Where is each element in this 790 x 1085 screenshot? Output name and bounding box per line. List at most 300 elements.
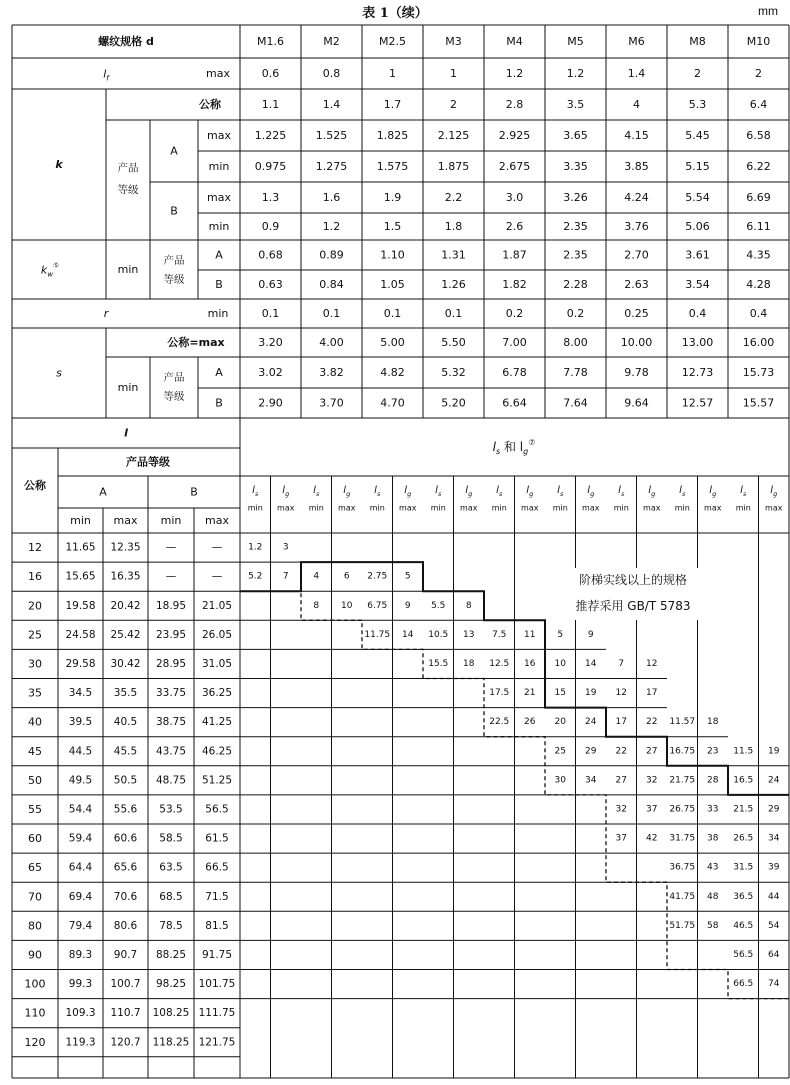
ls-value: 5 <box>557 629 564 640</box>
k-a-max-value: 6.58 <box>746 129 771 142</box>
ls-value: 10.5 <box>428 629 449 640</box>
r-min-value: 0.4 <box>749 307 768 320</box>
size-header: M6 <box>628 35 645 48</box>
length-a-max: 120.7 <box>110 1036 141 1049</box>
r-min-value: 0.2 <box>566 307 585 320</box>
length-b-max: 121.75 <box>198 1036 236 1049</box>
ls-value: 7 <box>618 658 625 669</box>
recommendation-note-line1: 阶梯实线以上的规格 <box>578 573 688 587</box>
s-b-min-value: 7.64 <box>563 396 588 410</box>
grade-a-label: A <box>215 366 223 379</box>
length-b-min: 43.75 <box>155 745 187 758</box>
lg-max-label: max <box>460 503 478 513</box>
length-nominal: 55 <box>28 802 42 816</box>
ls-value: 7.5 <box>492 629 507 640</box>
k-nominal-value: 2.8 <box>505 98 524 111</box>
lg-value: 6 <box>343 571 350 582</box>
k-nominal-value: 6.4 <box>749 98 768 111</box>
lg-max-label: max <box>277 503 295 513</box>
length-nominal: 90 <box>28 948 42 962</box>
lg-header: $l_g$ <box>404 484 412 498</box>
s-nominal-value: 3.20 <box>258 336 283 349</box>
length-b-min: 78.5 <box>159 919 183 932</box>
s-b-min-value: 15.57 <box>742 396 775 410</box>
lg-value: 5 <box>404 571 411 582</box>
length-a-min: 29.58 <box>65 657 96 670</box>
limit-label: min <box>160 514 182 527</box>
lg-value: 10 <box>341 600 353 611</box>
ls-value: 8 <box>313 600 320 611</box>
s-a-min-value: 3.02 <box>258 366 283 379</box>
product-label: 产品 <box>163 254 185 267</box>
length-a-min: 19.58 <box>65 599 96 612</box>
product-label: 产品 <box>117 162 139 174</box>
ls-value: 26.75 <box>669 804 696 815</box>
s-b-min-value: 5.20 <box>441 396 466 410</box>
k-nominal-value: 4 <box>633 98 640 111</box>
kw-b-value: 0.63 <box>258 278 283 291</box>
table-title: 表 1（续） <box>362 6 428 21</box>
s-nominal-value: 5.50 <box>441 336 466 349</box>
r-min-value: 0.1 <box>383 307 402 320</box>
s-a-min-value: 5.32 <box>441 366 466 379</box>
r-min-value: 0.1 <box>444 307 463 320</box>
s-b-min-value: 4.70 <box>380 396 405 410</box>
s-b-min-value: 2.90 <box>258 396 283 410</box>
ls-value: 22.5 <box>489 717 510 728</box>
ls-header: $l_s$ <box>557 484 564 498</box>
lg-value: 19 <box>768 746 780 757</box>
kw-a-value: 2.35 <box>563 248 588 262</box>
min-label: min <box>117 263 139 276</box>
l-label: l <box>124 426 128 440</box>
length-nominal: 45 <box>28 744 42 758</box>
ls-value: 11.75 <box>364 629 391 640</box>
kw-a-value: 1.87 <box>502 248 527 262</box>
k-b-min-value: 6.11 <box>746 220 771 233</box>
length-b-min: 28.95 <box>155 657 187 670</box>
lg-value: 29 <box>585 746 597 757</box>
lg-value: 17 <box>646 688 658 699</box>
ls-value: 56.5 <box>733 949 754 960</box>
length-nominal: 100 <box>24 977 46 991</box>
length-nominal: 50 <box>28 773 42 787</box>
grade-b-label: B <box>190 485 198 499</box>
k-b-min-value: 3.76 <box>624 220 649 233</box>
k-nominal-value: 2 <box>450 98 457 111</box>
s-a-min-value: 12.73 <box>681 366 714 379</box>
length-a-max: 50.5 <box>113 774 138 787</box>
kw-a-value: 3.61 <box>685 248 710 262</box>
lg-value: 18 <box>463 658 475 669</box>
size-header: M2 <box>323 35 340 48</box>
nominal-max-label: 公称=max <box>167 336 225 349</box>
k-b-min-value: 0.9 <box>261 220 280 233</box>
lg-value: 42 <box>646 833 658 844</box>
length-nominal: 40 <box>28 715 42 729</box>
ls-value: 6.75 <box>367 600 388 611</box>
length-b-max: 51.25 <box>201 774 233 787</box>
ls-value: 16.75 <box>669 746 696 757</box>
r-min-value: 0.2 <box>505 307 524 320</box>
ls-value: 36.5 <box>733 891 754 902</box>
ls-value: 21.75 <box>669 775 696 786</box>
length-nominal: 16 <box>28 570 42 584</box>
kw-a-value: 4.35 <box>746 248 771 262</box>
ls-value: 5.5 <box>431 600 446 611</box>
lg-value: 21 <box>524 688 536 699</box>
ls-min-label: min <box>369 503 385 513</box>
lg-value: 14 <box>585 658 597 669</box>
length-b-max: 21.05 <box>201 599 233 612</box>
lf-label: $l_f$ <box>103 67 109 83</box>
length-b-max: 31.05 <box>201 657 233 670</box>
ls-value: 46.5 <box>733 920 754 931</box>
length-b-max: 81.5 <box>205 919 229 932</box>
ls-value: 11.57 <box>669 717 696 728</box>
ls-value: 11.5 <box>733 746 754 757</box>
length-a-max: 16.35 <box>110 570 141 583</box>
length-b-max: 71.5 <box>205 890 229 903</box>
length-nominal: 65 <box>28 861 42 875</box>
lf-max-value: 1 <box>450 67 457 80</box>
s-a-min-value: 7.78 <box>563 366 588 379</box>
ls-header: $l_s$ <box>618 484 625 498</box>
length-a-min: 79.4 <box>68 919 93 932</box>
k-nominal-value: 1.1 <box>261 98 280 111</box>
size-header: M3 <box>445 35 462 48</box>
k-nominal-value: 1.7 <box>383 98 402 111</box>
ls-value: 16.5 <box>733 775 754 786</box>
ls-min-label: min <box>613 503 629 513</box>
limit-label: max <box>205 514 229 527</box>
s-b-min-value: 3.70 <box>319 396 344 410</box>
limit-label: max <box>207 129 231 142</box>
length-a-max: 30.42 <box>110 657 141 670</box>
k-b-max-value: 3.0 <box>505 191 524 204</box>
lg-value: 74 <box>768 979 780 990</box>
kw-b-value: 2.28 <box>563 278 588 291</box>
length-nominal: 35 <box>28 686 42 700</box>
product-grade-label: 产品等级 <box>126 455 170 469</box>
grade-b-label: B <box>170 204 178 218</box>
k-label: k <box>55 158 63 171</box>
s-nominal-value: 10.00 <box>620 336 653 349</box>
length-a-max: 65.6 <box>113 861 138 874</box>
length-b-min: 58.5 <box>159 832 183 845</box>
length-a-min: 99.3 <box>68 978 93 991</box>
thread-spec-header: 螺纹规格 d <box>98 35 154 48</box>
lf-max-value: 1.4 <box>627 67 646 80</box>
lg-value: 9 <box>587 629 594 640</box>
lg-header: $l_g$ <box>648 484 656 498</box>
k-b-max-value: 1.9 <box>383 191 402 204</box>
length-a-min: 15.65 <box>65 570 96 583</box>
k-a-min-value: 5.15 <box>685 160 710 173</box>
lg-value: 16 <box>524 658 536 669</box>
lg-max-label: max <box>765 503 783 513</box>
lg-value: 48 <box>707 891 719 902</box>
limit-label: min <box>208 160 230 173</box>
ls-value: 12.5 <box>489 658 510 669</box>
grade-label: 等级 <box>163 273 185 286</box>
length-b-min: 108.25 <box>152 1007 190 1020</box>
k-a-min-value: 1.575 <box>376 160 409 173</box>
lg-value: 9 <box>404 600 411 611</box>
lg-value: 29 <box>768 804 780 815</box>
k-a-min-value: 2.675 <box>498 160 531 173</box>
k-b-min-value: 2.35 <box>563 220 588 233</box>
length-nominal: 110 <box>24 1006 46 1020</box>
length-b-min: 38.75 <box>155 716 187 729</box>
ls-value: 15.5 <box>428 658 449 669</box>
ls-value: 15 <box>554 688 566 699</box>
length-b-max: 91.75 <box>201 948 233 961</box>
size-header: M1.6 <box>257 35 284 48</box>
s-nominal-value: 16.00 <box>742 336 775 349</box>
kw-b-value: 1.05 <box>380 278 405 291</box>
lg-value: 24 <box>768 775 780 786</box>
length-b-max: 46.25 <box>201 745 233 758</box>
s-nominal-value: 13.00 <box>681 336 714 349</box>
length-a-max: 100.7 <box>110 978 141 991</box>
length-a-max: 70.6 <box>113 890 138 903</box>
length-a-max: 25.42 <box>110 628 141 641</box>
s-a-min-value: 9.78 <box>624 366 649 379</box>
ls-min-label: min <box>552 503 568 513</box>
lg-value: 22 <box>646 717 658 728</box>
k-b-min-value: 1.2 <box>322 220 341 233</box>
length-a-min: 54.4 <box>68 803 93 816</box>
lg-value: 44 <box>768 891 780 902</box>
kw-a-value: 1.10 <box>380 248 405 262</box>
kw-label: $k_w^⑤$ <box>40 261 60 279</box>
s-label: s <box>56 366 62 380</box>
length-b-min: 88.25 <box>155 948 187 961</box>
s-nominal-value: 5.00 <box>380 336 405 349</box>
length-b-max: 36.25 <box>201 687 233 700</box>
length-b-min: 68.5 <box>159 890 183 903</box>
ls-value: 31.75 <box>669 833 696 844</box>
k-b-max-value: 4.24 <box>624 191 649 204</box>
kw-b-value: 2.63 <box>624 278 649 291</box>
length-a-min: 109.3 <box>65 1007 96 1020</box>
ls-value: 27 <box>615 775 627 786</box>
length-a-min: 34.5 <box>68 687 93 700</box>
length-b-min: — <box>165 570 177 583</box>
lg-header: $l_g$ <box>709 484 717 498</box>
lf-max-value: 1 <box>389 67 396 80</box>
length-a-min: 49.5 <box>68 774 93 787</box>
length-b-min: 23.95 <box>155 628 187 641</box>
s-nominal-value: 7.00 <box>502 336 527 349</box>
grade-label: 等级 <box>163 390 185 403</box>
ls-min-label: min <box>308 503 324 513</box>
ls-header: $l_s$ <box>374 484 381 498</box>
kw-b-value: 0.84 <box>319 278 344 291</box>
length-a-max: 60.6 <box>113 832 138 845</box>
k-a-min-value: 6.22 <box>746 160 771 173</box>
lg-max-label: max <box>521 503 539 513</box>
lg-value: 58 <box>707 920 719 931</box>
size-header: M10 <box>746 35 771 48</box>
lf-max-value: 0.6 <box>261 67 280 80</box>
ls-value: 2.75 <box>367 571 388 582</box>
s-nominal-value: 4.00 <box>319 336 344 349</box>
lg-value: 12 <box>646 658 658 669</box>
k-a-max-value: 2.925 <box>498 129 531 142</box>
ls-header: $l_s$ <box>252 484 259 498</box>
kw-a-value: 2.70 <box>624 248 649 262</box>
length-b-min: 98.25 <box>155 978 187 991</box>
length-a-max: 55.6 <box>113 803 138 816</box>
lg-header: $l_g$ <box>282 484 290 498</box>
ls-value: 22 <box>615 746 627 757</box>
lg-value: 13 <box>463 629 475 640</box>
length-a-max: 90.7 <box>113 948 138 961</box>
length-b-min: 18.95 <box>155 599 187 612</box>
lg-value: 26 <box>524 717 536 728</box>
length-b-min: 53.5 <box>159 803 183 816</box>
lg-header: $l_g$ <box>343 484 351 498</box>
length-a-max: 45.5 <box>113 745 138 758</box>
r-min-value: 0.1 <box>261 307 280 320</box>
max-label: max <box>206 67 230 80</box>
k-b-max-value: 6.69 <box>746 191 771 204</box>
lg-value: 64 <box>768 949 780 960</box>
ls-min-label: min <box>735 503 751 513</box>
length-a-min: 39.5 <box>68 716 93 729</box>
length-b-min: 63.5 <box>159 861 183 874</box>
k-nominal-value: 1.4 <box>322 98 341 111</box>
ls-header: $l_s$ <box>313 484 320 498</box>
r-min-value: 0.1 <box>322 307 341 320</box>
k-b-max-value: 2.2 <box>444 191 463 204</box>
length-nominal: 12 <box>28 541 42 555</box>
size-header: M8 <box>689 35 706 48</box>
k-a-min-value: 3.35 <box>563 160 588 173</box>
lg-value: 33 <box>707 804 719 815</box>
length-nominal: 80 <box>28 919 42 933</box>
nominal-label: 公称 <box>24 479 46 492</box>
k-b-min-value: 1.8 <box>444 220 463 233</box>
k-a-max-value: 4.15 <box>624 129 649 142</box>
min-label: min <box>207 307 229 320</box>
kw-b-value: 1.26 <box>441 278 466 291</box>
ls-value: 66.5 <box>733 979 754 990</box>
grade-label: 等级 <box>117 184 139 196</box>
ls-value: 5.2 <box>248 571 263 582</box>
lg-value: 39 <box>768 862 780 873</box>
grade-b-label: B <box>215 396 223 410</box>
k-nominal-value: 5.3 <box>688 98 707 111</box>
lf-max-value: 2 <box>755 67 762 80</box>
size-header: M4 <box>506 35 523 48</box>
grade-a-label: A <box>170 144 178 158</box>
ls-value: 37 <box>615 833 627 844</box>
ls-value: 17.5 <box>489 688 510 699</box>
ls-header: $l_s$ <box>679 484 686 498</box>
recommendation-note-line2: 推荐采用 GB/T 5783 <box>575 599 691 613</box>
lg-value: 7 <box>282 571 289 582</box>
length-a-min: 64.4 <box>68 861 93 874</box>
lf-max-value: 1.2 <box>505 67 524 80</box>
length-a-max: 35.5 <box>113 687 138 700</box>
length-b-min: 33.75 <box>155 687 187 700</box>
length-a-min: 69.4 <box>68 890 93 903</box>
size-header: M5 <box>567 35 584 48</box>
s-a-min-value: 4.82 <box>380 366 405 379</box>
lg-max-label: max <box>582 503 600 513</box>
lf-max-value: 1.2 <box>566 67 585 80</box>
length-a-min: 11.65 <box>65 541 96 554</box>
k-b-max-value: 5.54 <box>685 191 710 204</box>
length-b-max: 41.25 <box>201 716 233 729</box>
k-b-max-value: 1.6 <box>322 191 341 204</box>
kw-a-value: 0.68 <box>258 248 283 262</box>
lg-value: 38 <box>707 833 719 844</box>
k-a-min-value: 0.975 <box>254 160 287 173</box>
length-a-max: 80.6 <box>113 919 138 932</box>
lg-header: $l_g$ <box>526 484 534 498</box>
min-label: min <box>117 381 139 394</box>
lg-value: 24 <box>585 717 597 728</box>
grade-a-label: A <box>99 485 107 499</box>
k-a-min-value: 1.875 <box>437 160 470 173</box>
ls-value: 30 <box>554 775 566 786</box>
length-b-max: 101.75 <box>198 978 236 991</box>
s-a-min-value: 15.73 <box>742 366 775 379</box>
s-b-min-value: 9.64 <box>624 396 649 410</box>
lg-value: 32 <box>646 775 658 786</box>
s-b-min-value: 6.64 <box>502 396 527 410</box>
unit-label: mm <box>758 4 778 18</box>
ls-min-label: min <box>491 503 507 513</box>
ls-value: 26.5 <box>733 833 754 844</box>
k-a-min-value: 3.85 <box>624 160 649 173</box>
k-a-max-value: 1.225 <box>254 129 287 142</box>
ls-value: 25 <box>554 746 566 757</box>
lg-value: 34 <box>585 775 597 786</box>
length-b-max: 61.5 <box>205 832 229 845</box>
ls-value: 41.75 <box>669 891 696 902</box>
ls-header: $l_s$ <box>435 484 442 498</box>
k-a-max-value: 1.825 <box>376 129 409 142</box>
kw-b-value: 1.82 <box>502 278 527 291</box>
ls-value: 10 <box>554 658 566 669</box>
length-a-min: 89.3 <box>68 948 93 961</box>
k-a-max-value: 5.45 <box>685 129 710 142</box>
lg-header: $l_g$ <box>465 484 473 498</box>
ls-value: 51.75 <box>669 920 696 931</box>
ls-value: 4 <box>313 571 320 582</box>
ls-lg-header: $l_s$ 和 $l_g^⑦$ <box>492 438 536 456</box>
lg-header: $l_g$ <box>770 484 778 498</box>
lg-value: 19 <box>585 688 597 699</box>
r-label: r <box>103 307 109 320</box>
lf-max-value: 2 <box>694 67 701 80</box>
ls-value: 12 <box>615 688 627 699</box>
length-a-max: 12.35 <box>110 541 141 554</box>
k-a-max-value: 2.125 <box>437 129 470 142</box>
k-nominal-value: 3.5 <box>566 98 585 111</box>
ls-value: 32 <box>615 804 627 815</box>
length-nominal: 20 <box>28 599 42 613</box>
s-a-min-value: 6.78 <box>502 366 527 379</box>
ls-header: $l_s$ <box>740 484 747 498</box>
lg-value: 3 <box>282 542 289 553</box>
length-nominal: 30 <box>28 657 42 671</box>
